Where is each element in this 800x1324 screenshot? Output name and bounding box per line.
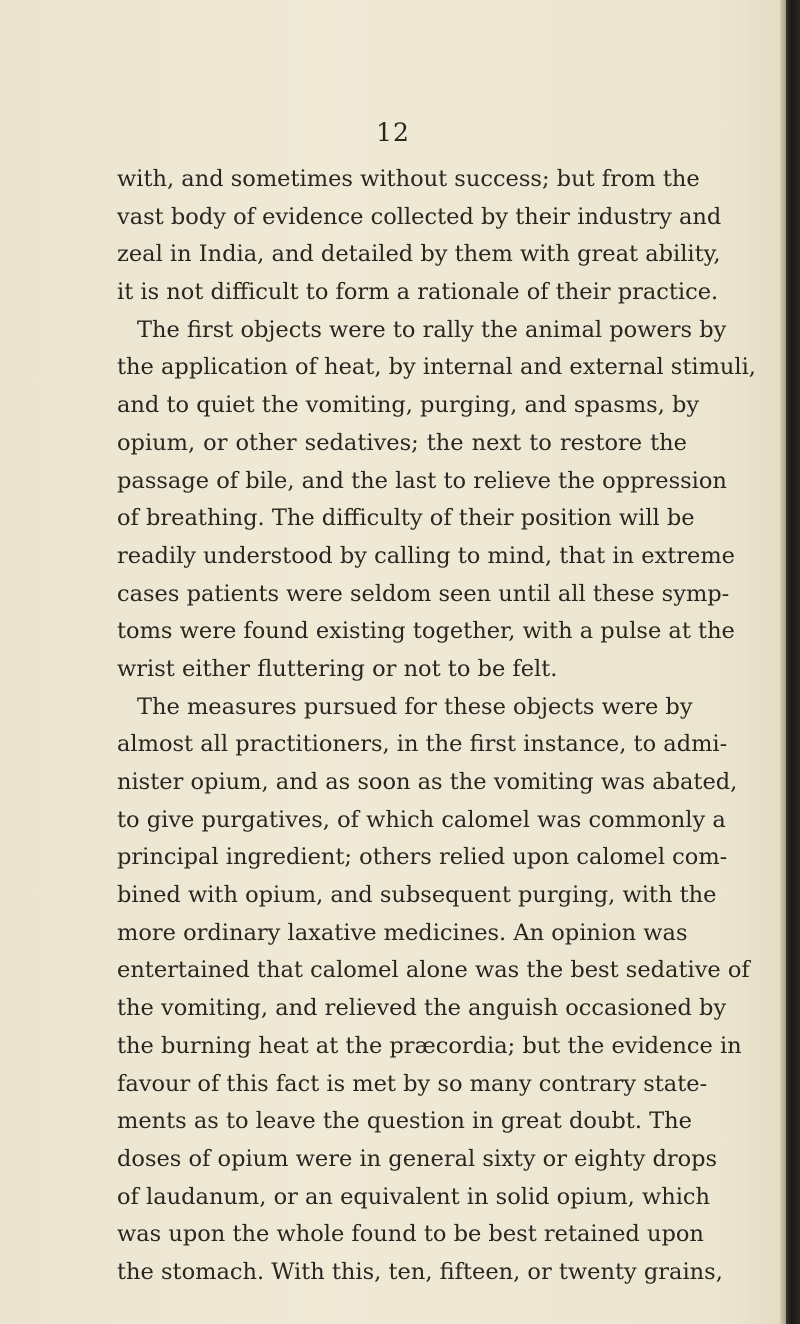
text-line: favour of this fact is met by so many contrary state- bbox=[117, 1070, 708, 1097]
text-line: the stomach. With this, ten, fifteen, or twenty grains, bbox=[117, 1258, 723, 1285]
text-line: and to quiet the vomiting, purging, and spasms, by bbox=[117, 392, 700, 419]
text-line: to give purgatives, of which calomel was commonly a bbox=[117, 806, 726, 833]
text-line: the vomiting, and relieved the anguish occasioned by bbox=[117, 995, 727, 1022]
text-line: The first objects were to rally the animal powers by bbox=[137, 316, 727, 343]
text-line: doses of opium were in general sixty or eighty drops bbox=[117, 1145, 718, 1172]
text-line: vast body of evidence collected by their industry and bbox=[117, 203, 722, 230]
text-line: almost all practitioners, in the first instance, to admi- bbox=[117, 731, 728, 758]
text-line: cases patients were seldom seen until all these symp- bbox=[117, 580, 730, 607]
text-line: entertained that calomel alone was the best sedative of bbox=[117, 957, 750, 984]
book-spine-edge bbox=[786, 0, 800, 1324]
page-number: 12 bbox=[376, 118, 410, 147]
text-line: it is not difficult to form a rationale of their practice. bbox=[117, 279, 719, 306]
text-line: toms were found existing together, with a pulse at the bbox=[117, 618, 735, 645]
text-line: of breathing. The difficulty of their position will be bbox=[117, 505, 695, 532]
text-line: opium, or other sedatives; the next to restore the bbox=[117, 429, 687, 456]
text-line: bined with opium, and subsequent purging, with the bbox=[117, 882, 717, 909]
text-line: the application of heat, by internal and external stimuli, bbox=[117, 354, 756, 381]
text-line: of laudanum, or an equivalent in solid opium, which bbox=[117, 1183, 710, 1210]
text-line: nister opium, and as soon as the vomiting was abated, bbox=[117, 769, 738, 795]
text-line: more ordinary laxative medicines. An opinion was bbox=[117, 919, 688, 946]
text-line: ments as to leave the question in great doubt. The bbox=[117, 1108, 692, 1135]
text-line: zeal in India, and detailed by them with great ability, bbox=[117, 241, 721, 268]
text-line: wrist either fluttering or not to be felt. bbox=[117, 655, 558, 682]
body-text bbox=[117, 161, 756, 1292]
text-line: was upon the whole found to be best retained upon bbox=[117, 1221, 704, 1248]
text-line: principal ingredient; others relied upon calomel com- bbox=[117, 844, 728, 871]
text-line: passage of bile, and the last to relieve the oppression bbox=[117, 467, 727, 494]
text-line: readily understood by calling to mind, that in extreme bbox=[117, 542, 735, 569]
text-line: with, and sometimes without success; but from the bbox=[117, 166, 700, 192]
text-line: The measures pursued for these objects were by bbox=[137, 693, 693, 720]
text-line: the burning heat at the præcordia; but the evidence in bbox=[117, 1032, 742, 1059]
